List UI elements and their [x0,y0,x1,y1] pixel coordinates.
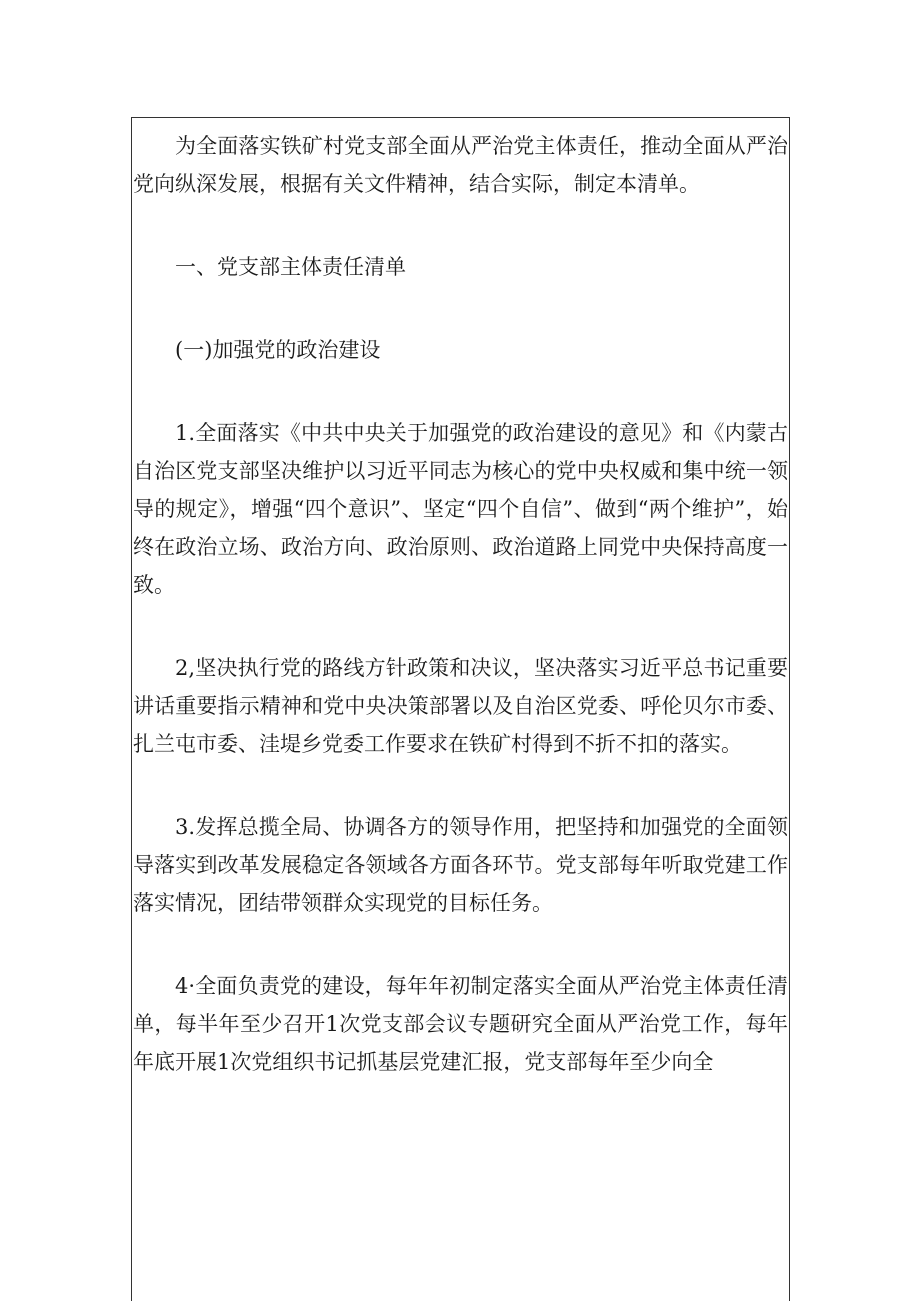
subsection-title: (一)加强党的政治建设 [175,338,381,362]
spacer [133,922,788,967]
list-item: 1.全面落实《中共中央关于加强党的政治建设的意见》和《内蒙古自治区党支部坚决维护以习近平同志为核心的党中央权威和集中统一领导的规定》，增强“四个意识”、坚定“四个自信”、做到“两个维护”，始终在政治立场、政治方向、政治原则、政治道路上同党中央保持高度一致。 [133,421,788,597]
section-title: 一、党支部主体责任清单 [175,255,406,279]
list-item: 3.发挥总揽全局、协调各方的领导作用，把坚持和加强党的全面领导落实到改革发展稳定各领域各方面各环节。党支部每年听取党建工作落实情况，团结带领群众实现党的目标任务。 [133,815,788,915]
spacer [133,369,788,414]
spacer [133,763,788,808]
list-item: 2,坚决执行党的路线方针政策和决议，坚决落实习近平总书记重要讲话重要指示精神和党中央决策部署以及自治区党委、呼伦贝尔市委、扎兰屯市委、洼堤乡党委工作要求在铁矿村得到不折不扣的落实。 [133,656,788,756]
spacer [133,604,788,649]
intro-paragraph: 为全面落实铁矿村党支部全面从严治党主体责任，推动全面从严治党向纵深发展，根据有关文件精神，结合实际，制定本清单。 [133,134,788,196]
document-body [133,127,788,1081]
list-item: 4·全面负责党的建设，每年年初制定落实全面从严治党主体责任清单，每半年至少召开1次党支部会议专题研究全面从严治党工作，每年年底开展1次党组织书记抓基层党建汇报，党支部每年至少向全 [133,974,788,1074]
spacer [133,203,788,248]
spacer [133,286,788,331]
